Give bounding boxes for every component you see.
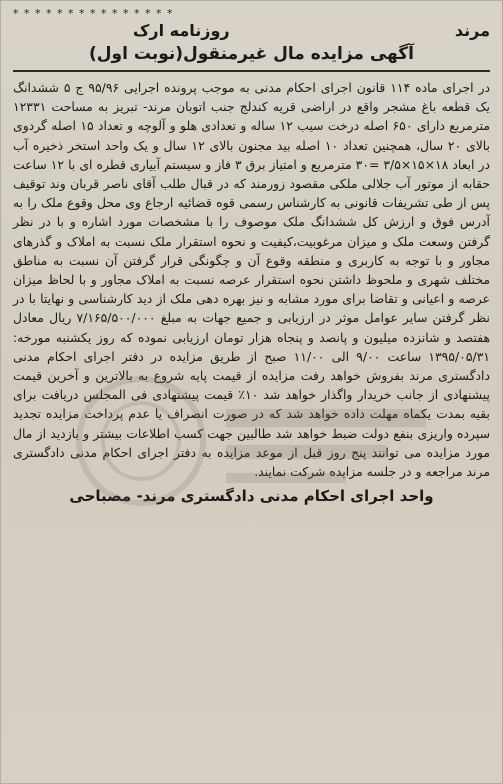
- city-name: مرند: [454, 21, 490, 40]
- newspaper-name: روزنامه ارک: [133, 21, 230, 40]
- title-divider: [13, 70, 490, 72]
- masthead: [13, 21, 490, 40]
- notice-title: آگهی مزایده مال غیرمنقول(نوبت اول): [89, 44, 414, 64]
- notice-body: در اجرای ماده ۱۱۴ قانون اجرای احکام مدنی به موجب پرونده اجرایی ۹۵/۹۶ ج ۵ ششدانگ یک قطعه باغ مشجر واقع در اراضی قریه کندلج جنب اتوبان مرند- تبریز به مساحت ۱۲۳۳۱ مترمربع دارای ۶۵۰ اصله درخت سیب ۱۲ ساله و تعدادی هلو و آلوچه و تعداد ۱۵ اصله گردوی بالای ۲۰ سال، همچنین تعداد ۱۰ اصله بید مجنون بالای ۱۲ سال و یک واحد استخر ذخیره آب در ابعاد ۱۸×۱۵×۳/۵ =۳۰ مترمربع و امتیاز برق ۳ فاز و سیستم آبیاری قطره ای با ۱۲ ساعت حقابه از موتور آب جلالی ملکی مقصود زورمند که در قبال طلب آقای ناصر قربان وند توقیف پس از طی تشریفات قانونی به کارشناس رسمی قوه قضائیه ارجاع وی محل وقوع ملک را به آدرس فوق و ارزش کل ششدانگ ملک موصوف را با مشخصات مورد اشاره و با در نظر گرفتن وسعت ملک و میزان مرغوبیت،کیفیت و نحوه استقرار ملک نسبت به املاک و گذرهای مجاور و با توجه به کاربری و منطقه وقوع آن و چگونگی قرار گرفتن آن نسبت به مناطق مختلف شهری و ملحوظ داشتن نحوه استقرار عرصه نسبت به املاک مجاور و با لحاظ میزان عرصه و اعیانی و تقاضا برای مورد مشابه و نیز بهره دهی ملک از دید کارشناسی و نهایتا با در نظر گرفتن سایر عوامل موثر در ارزیابی و جمیع جهات به مبلغ ۷/۱۶۵/۵۰۰/۰۰۰ ریال معادل هفتصد و شانزده میلیون و پانصد و پنجاه هزار تومان ارزیابی نموده که روز یکشنبه مورخه: ۱۳۹۵/۰۵/۳۱ ساعت ۹/۰۰ الی ۱۱/۰۰ صبح از طریق مزایده در دفتر اجرای احکام مدنی دادگستری مرند بفروش خواهد رفت مزایده از قیمت پایه شروع به بالاترین و آخرین قیمت پیشنهادی از جانب خریدار واگذار خواهد شد ۱۰٪ قیمت پیشنهادی فی المجلس دریافت برای بقیه بمدت یکماه مهلت داده خواهد شد که در صورت انصراف یا عدم پرداخت مزایده تجدید سپرده واریزی بنفع دولت ضبط خواهد شد طالبین جهت کسب اطلاعات بیشتر و بازدید از مال مورد مزایده می توانند پنج روز قبل از موعد مزایده به دفتر اجرای احکام مدنی دادگستری مرند مراجعه و در جلسه مزایده شرکت نمایند.: [13, 80, 491, 480]
- notice-signature: واحد اجرای احکام مدنی دادگستری مرند- مصباحی: [69, 487, 434, 506]
- decorative-stars: * * * * * * * * * * * * * * *: [13, 7, 174, 20]
